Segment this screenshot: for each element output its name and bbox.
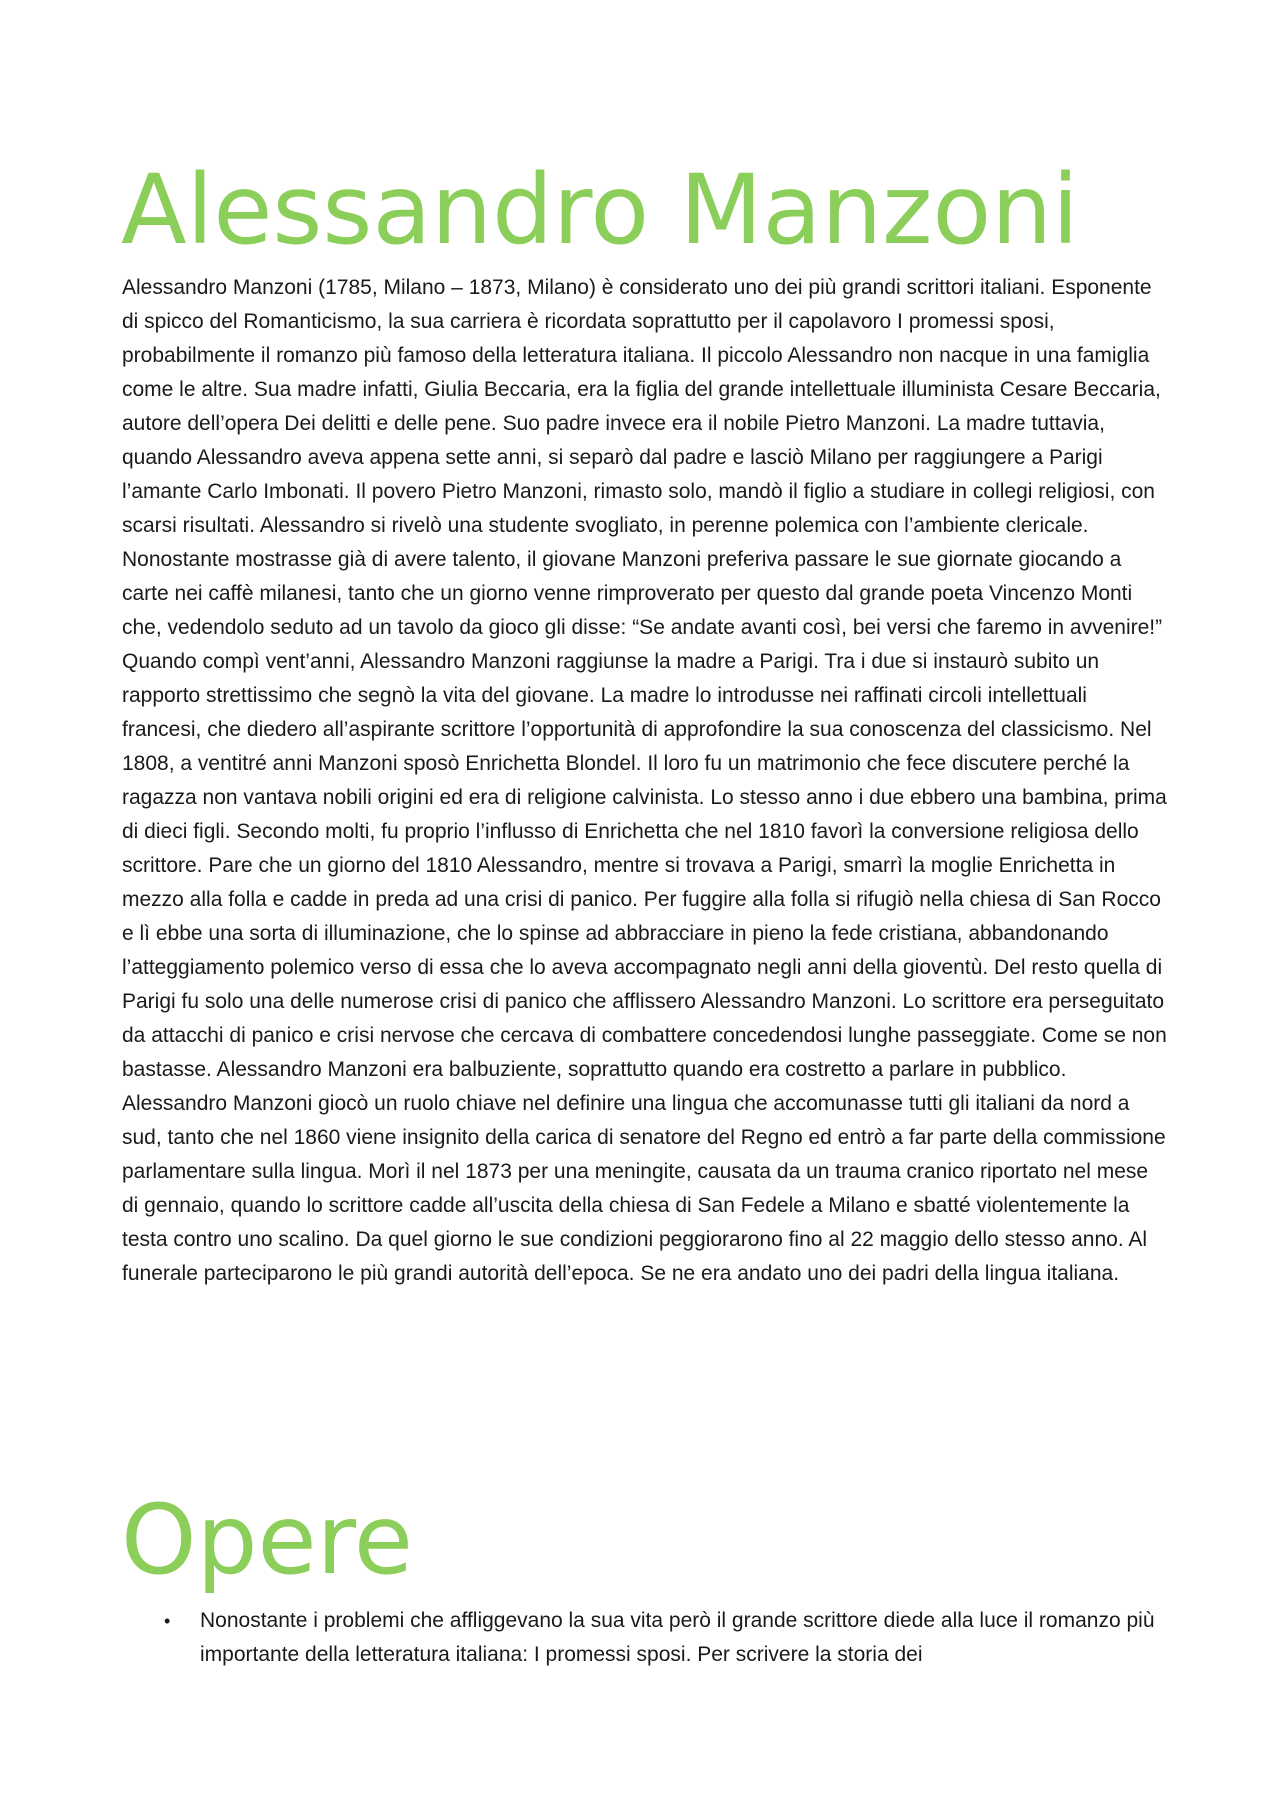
bullet-icon: •	[164, 1611, 171, 1631]
section-heading-opere: Opere	[121, 1484, 413, 1596]
list-item-text: Nonostante i problemi che affliggevano la sua vita però il grande scrittore diede alla luce il romanzo più importante della letteratura italiana: I promessi sposi. Per scrivere la storia dei	[200, 1609, 1155, 1666]
works-list	[164, 1604, 1168, 1672]
list-item	[164, 1604, 1168, 1672]
document-title: Alessandro Manzoni	[121, 154, 1079, 266]
biography-paragraph: Alessandro Manzoni (1785, Milano – 1873, Milano) è considerato uno dei più grandi scrittori italiani. Esponente di spicco del Romanticismo, la sua carriera è ricordata soprattutto per il capolavoro I promessi sposi, probabilmente il romanzo più famoso della letteratura italiana. Il piccolo Alessandro non nacque in una famiglia come le altre. Sua madre infatti, Giulia Beccaria, era la figlia del grande intellettuale illuminista Cesare Beccaria, autore dell’opera Dei delitti e delle pene. Suo padre invece era il nobile Pietro Manzoni. La madre tuttavia, quando Alessandro aveva appena sette anni, si separò dal padre e lasciò Milano per raggiungere a Parigi l’amante Carlo Imbonati. Il povero Pietro Manzoni, rimasto solo, mandò il figlio a studiare in collegi religiosi, con scarsi risultati. Alessandro si rivelò una studente svogliato, in perenne polemica con l’ambiente clericale. Nonostante mostrasse già di avere talento, il giovane Manzoni preferiva passare le sue giornate giocando a carte nei caffè milanesi, tanto che un giorno venne rimproverato per questo dal grande poeta Vincenzo Monti che, vedendolo seduto ad un tavolo da gioco gli disse: “Se andate avanti così, bei versi che faremo in avvenire!” Quando compì vent’anni, Alessandro Manzoni raggiunse la madre a Parigi. Tra i due si instaurò subito un rapporto strettissimo che segnò la vita del giovane. La madre lo introdusse nei raffinati circoli intellettuali francesi, che diedero all’aspirante scrittore l’opportunità di approfondire la sua conoscenza del classicismo. Nel 1808, a ventitré anni Manzoni sposò Enrichetta Blondel. Il loro fu un matrimonio che fece discutere perché la ragazza non vantava nobili origini ed era di religione calvinista. Lo stesso anno i due ebbero una bambina, prima di dieci figli. Secondo molti, fu proprio l’influsso di Enrichetta che nel 1810 favorì la conversione religiosa dello scrittore. Pare che un giorno del 1810 Alessandro, mentre si trovava a Parigi, smarrì la moglie Enrichetta in mezzo alla folla e cadde in preda ad una crisi di panico. Per fuggire alla folla si rifugiò nella chiesa di San Rocco e lì ebbe una sorta di illuminazione, che lo spinse ad abbracciare in pieno la fede cristiana, abbandonando l’atteggiamento polemico verso di essa che lo aveva accompagnato negli anni della gioventù. Del resto quella di Parigi fu solo una delle numerose crisi di panico che afflissero Alessandro Manzoni. Lo scrittore era perseguitato da attacchi di panico e crisi nervose che cercava di combattere concedendosi lunghe passeggiate. Come se non bastasse. Alessandro Manzoni era balbuziente, soprattutto quando era costretto a parlare in pubblico. Alessandro Manzoni giocò un ruolo chiave nel definire una lingua che accomunasse tutti gli italiani da nord a sud, tanto che nel 1860 viene insignito della carica di senatore del Regno ed entrò a far parte della commissione parlamentare sulla lingua. Morì il nel 1873 per una meningite, causata da un trauma cranico riportato nel mese di gennaio, quando lo scrittore cadde all’uscita della chiesa di San Fedele a Milano e sbatté violentemente la testa contro uno scalino. Da quel giorno le sue condizioni peggiorarono fino al 22 maggio dello stesso anno. Al funerale parteciparono le più grandi autorità dell’epoca. Se ne era andato uno dei padri della lingua italiana.	[122, 276, 1167, 1285]
